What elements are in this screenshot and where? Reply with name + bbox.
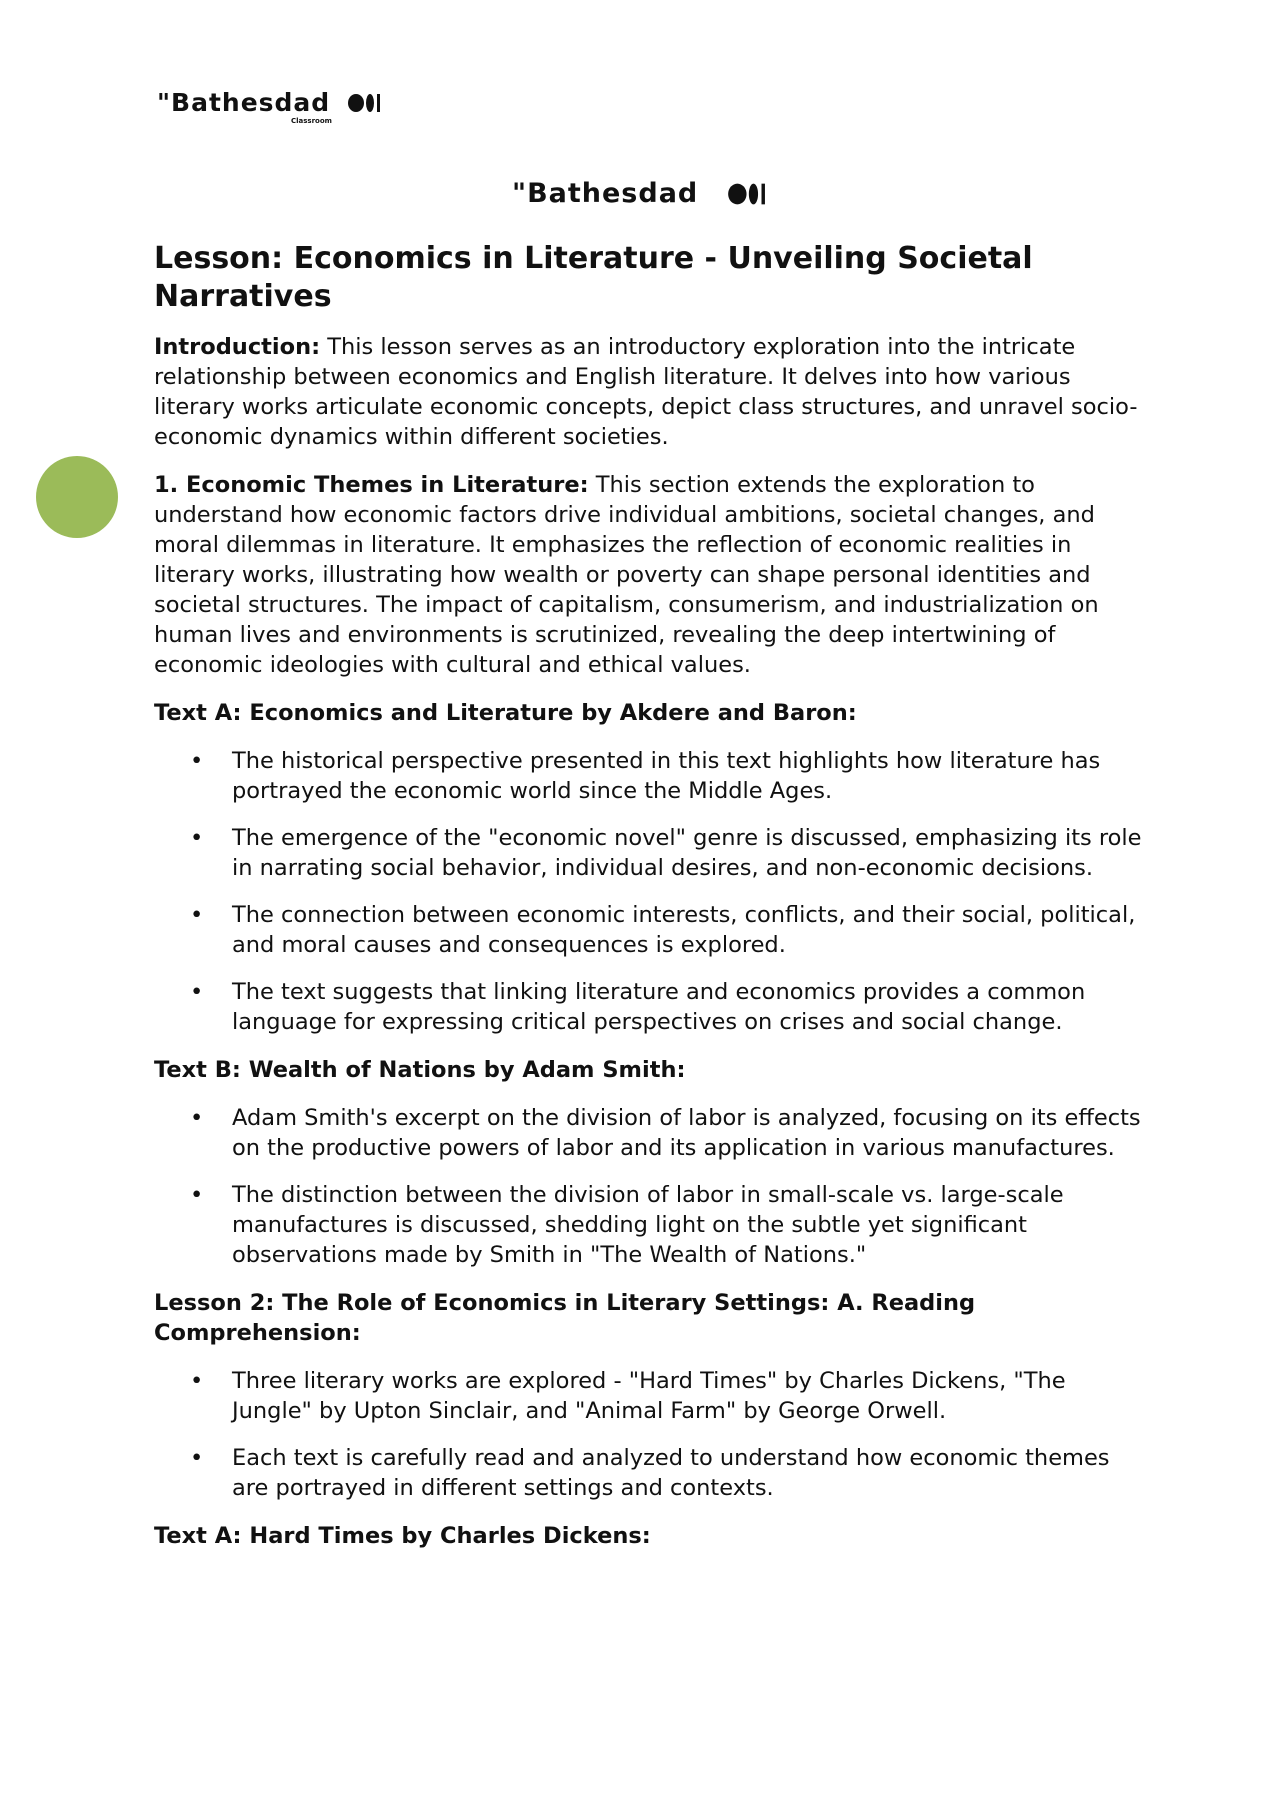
textA-list [154,746,1144,1037]
list-item-text: The historical perspective presented in this text highlights how literature has portrayed the economic world since the Middle Ages. [232,748,1101,804]
brand-logo-text: "Bathesdad [157,88,331,117]
list-item [154,1366,1144,1426]
bullet-icon: • [190,1182,204,1208]
lesson-title: Lesson: Economics in Literature - Unveiling Societal Narratives [154,241,1033,314]
logo-mark-icon [347,93,387,113]
bullet-icon: • [190,748,204,774]
list-item-text: The text suggests that linking literature and economics provides a common language for expressing critical perspectives on crises and social change. [232,979,1086,1035]
lesson2-list [154,1366,1144,1503]
hardtimes-heading: Text A: Hard Times by Charles Dickens: [154,1523,651,1549]
list-item-text: Each text is carefully read and analyzed to understand how economic themes are portrayed in different settings and contexts. [232,1445,1110,1501]
bullet-icon: • [190,1105,204,1131]
list-item [154,1443,1144,1503]
brand-logo-subtext: Classroom [291,117,332,125]
bullet-icon: • [190,1368,204,1394]
intro-text: This lesson serves as an introductory exploration into the intricate relationship between economics and English literature. It delves into how various literary works articulate economic concepts, depict class structures, and unravel socio-economic dynamics within different societies. [154,334,1138,450]
list-item-text: The distinction between the division of labor in small-scale vs. large-scale manufactures is discussed, shedding light on the subtle yet significant observations made by Smith in "The Wealth of Nations." [232,1182,1064,1268]
center-logo-text: "Bathesdad [512,178,699,209]
list-item-text: The emergence of the "economic novel" genre is discussed, emphasizing its role in narrating social behavior, individual desires, and non-economic decisions. [232,825,1142,881]
section1-paragraph [154,470,1144,680]
intro-label: Introduction: [154,334,321,360]
list-item-text: Adam Smith's excerpt on the division of labor is analyzed, focusing on its effects on the productive powers of labor and its application in various manufactures. [232,1105,1141,1161]
list-item-text: Three literary works are explored - "Hard Times" by Charles Dickens, "The Jungle" by Upton Sinclair, and "Animal Farm" by George Orwell. [232,1368,1066,1424]
list-item [154,746,1144,806]
textB-list [154,1103,1144,1270]
lesson-content [154,240,1144,1569]
list-item [154,977,1144,1037]
lesson2-heading: Lesson 2: The Role of Economics in Literary Settings: A. Reading Comprehension: [154,1290,976,1346]
list-item [154,1103,1144,1163]
bullet-icon: • [190,825,204,851]
textB-heading: Text B: Wealth of Nations by Adam Smith: [154,1057,686,1083]
bullet-icon: • [190,979,204,1005]
center-logo-mark-icon [727,181,773,207]
brand-logo [157,88,397,128]
section1-label: 1. Economic Themes in Literature: [154,472,589,498]
intro-paragraph [154,332,1144,452]
bullet-icon: • [190,902,204,928]
decorative-green-dot [36,456,118,538]
list-item [154,823,1144,883]
list-item-text: The connection between economic interests, conflicts, and their social, political, and moral causes and consequences is explored. [232,902,1136,958]
textA-heading: Text A: Economics and Literature by Akdere and Baron: [154,700,857,726]
list-item [154,900,1144,960]
center-logo [512,178,782,218]
section1-text: This section extends the exploration to understand how economic factors drive individual ambitions, societal changes, and moral dilemmas in literature. It emphasizes the reflection of economic realities in literary works, illustrating how wealth or poverty can shape personal identities and societal structures. The impact of capitalism, consumerism, and industrialization on human lives and environments is scrutinized, revealing the deep intertwining of economic ideologies with cultural and ethical values. [154,472,1099,678]
bullet-icon: • [190,1445,204,1471]
list-item [154,1180,1144,1270]
